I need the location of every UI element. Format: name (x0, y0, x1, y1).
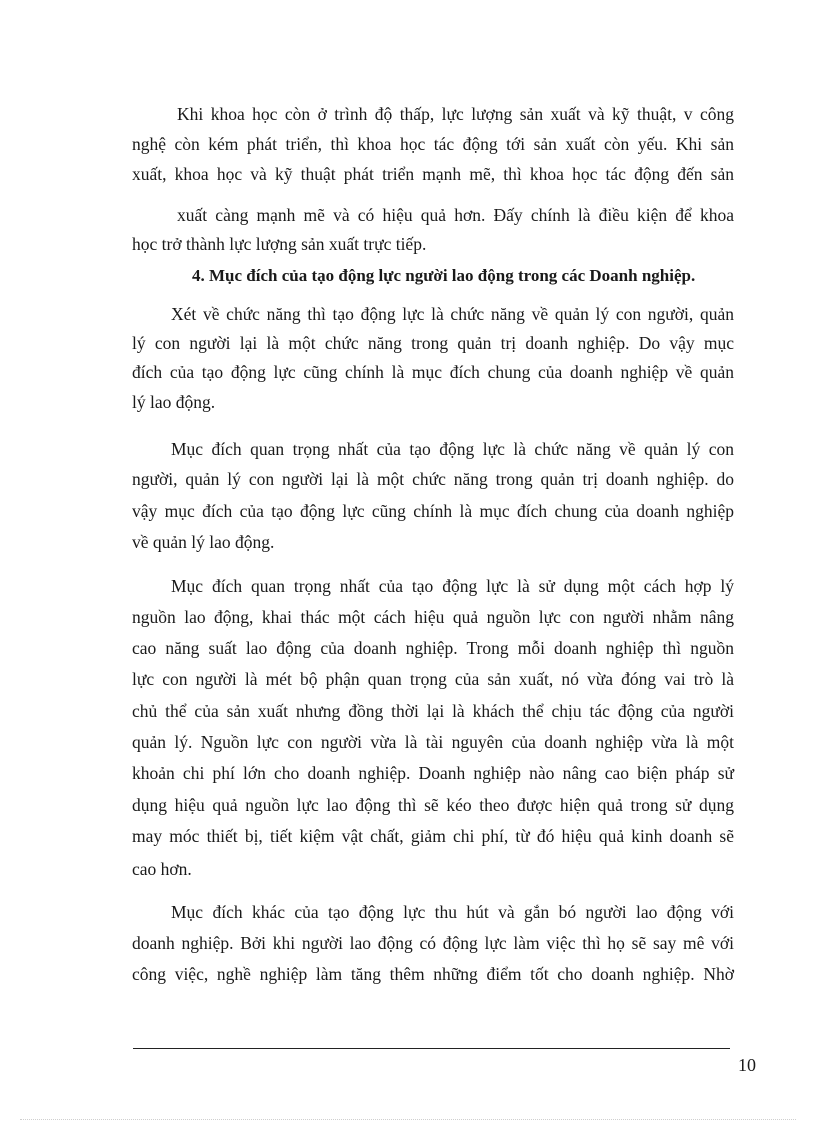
text-line: đích của tạo động lực cũng chính là mục đích chung của doanh nghiệp về quản (132, 362, 734, 382)
text-line: Mục đích quan trọng nhất của tạo động lực là sử dụng một cách hợp lý (171, 576, 734, 596)
text-line: cao năng suất lao động của doanh nghiệp. Trong mỗi doanh nghiệp thì nguồn (132, 638, 734, 658)
text-line: người, quản lý con người lại là một chức năng trong quản trị doanh nghiệp. do (132, 469, 734, 489)
footer-rule (133, 1048, 730, 1049)
text-line: doanh nghiệp. Bởi khi người lao động có động lực làm việc thì họ sẽ say mê với (132, 933, 734, 953)
text-line: lực con người là mét bộ phận quan trọng của sản xuất, nó vừa đóng vai trò là (132, 669, 734, 689)
page-bottom-border (20, 1119, 796, 1120)
text-line: nguồn lao động, khai thác một cách hiệu quả nguồn lực con người nhằm nâng (132, 607, 734, 627)
page-number: 10 (738, 1055, 756, 1075)
text-line: xuất càng mạnh mẽ và có hiệu quả hơn. Đấy chính là điều kiện để khoa (177, 205, 734, 225)
text-line: dụng hiệu quả nguồn lực lao động thì sẽ kéo theo được hiện quả trong sử dụng (132, 795, 734, 815)
text-line: chủ thể của sản xuất nhưng đồng thời lại là khách thể chịu tác động của người (132, 701, 734, 721)
text-line: vậy mục đích của tạo động lực cũng chính là mục đích chung của doanh nghiệp (132, 501, 734, 521)
text-line: nghệ còn kém phát triển, thì khoa học tác động tới sản xuất còn yếu. Khi sản (132, 134, 734, 154)
text-line: công việc, nghề nghiệp làm tăng thêm những điểm tốt cho doanh nghiệp. Nhờ (132, 964, 734, 984)
text-line: Mục đích khác của tạo động lực thu hút và gắn bó người lao động với (171, 902, 734, 922)
section-heading: 4. Mục đích của tạo động lực người lao động trong các Doanh nghiệp. (192, 266, 696, 285)
text-line: quản lý. Nguồn lực con người vừa là tài nguyên của doanh nghiệp vừa là một (132, 732, 734, 752)
text-line: về quản lý lao động. (132, 532, 275, 552)
text-line: khoản chi phí lớn cho doanh nghiệp. Doanh nghiệp nào nâng cao biện pháp sử (132, 763, 734, 783)
text-line: Mục đích quan trọng nhất của tạo động lực là chức năng về quản lý con (171, 439, 734, 459)
text-line: Xét về chức năng thì tạo động lực là chức năng về quản lý con người, quản (171, 304, 734, 324)
text-line: lý lao động. (132, 392, 216, 412)
text-line: Khi khoa học còn ở trình độ thấp, lực lượng sản xuất và kỹ thuật, v công (177, 104, 734, 124)
text-line: lý con người lại là một chức năng trong quản trị doanh nghiệp. Do vậy mục (132, 333, 734, 353)
text-line: xuất, khoa học và kỹ thuật phát triển mạnh mẽ, thì khoa học tác động đến sản (132, 164, 734, 184)
text-line: học trở thành lực lượng sản xuất trực tiếp. (132, 234, 427, 254)
text-line: cao hơn. (132, 859, 192, 879)
text-line: may móc thiết bị, tiết kiệm vật chất, giảm chi phí, từ đó hiệu quả kinh doanh sẽ (132, 826, 734, 846)
